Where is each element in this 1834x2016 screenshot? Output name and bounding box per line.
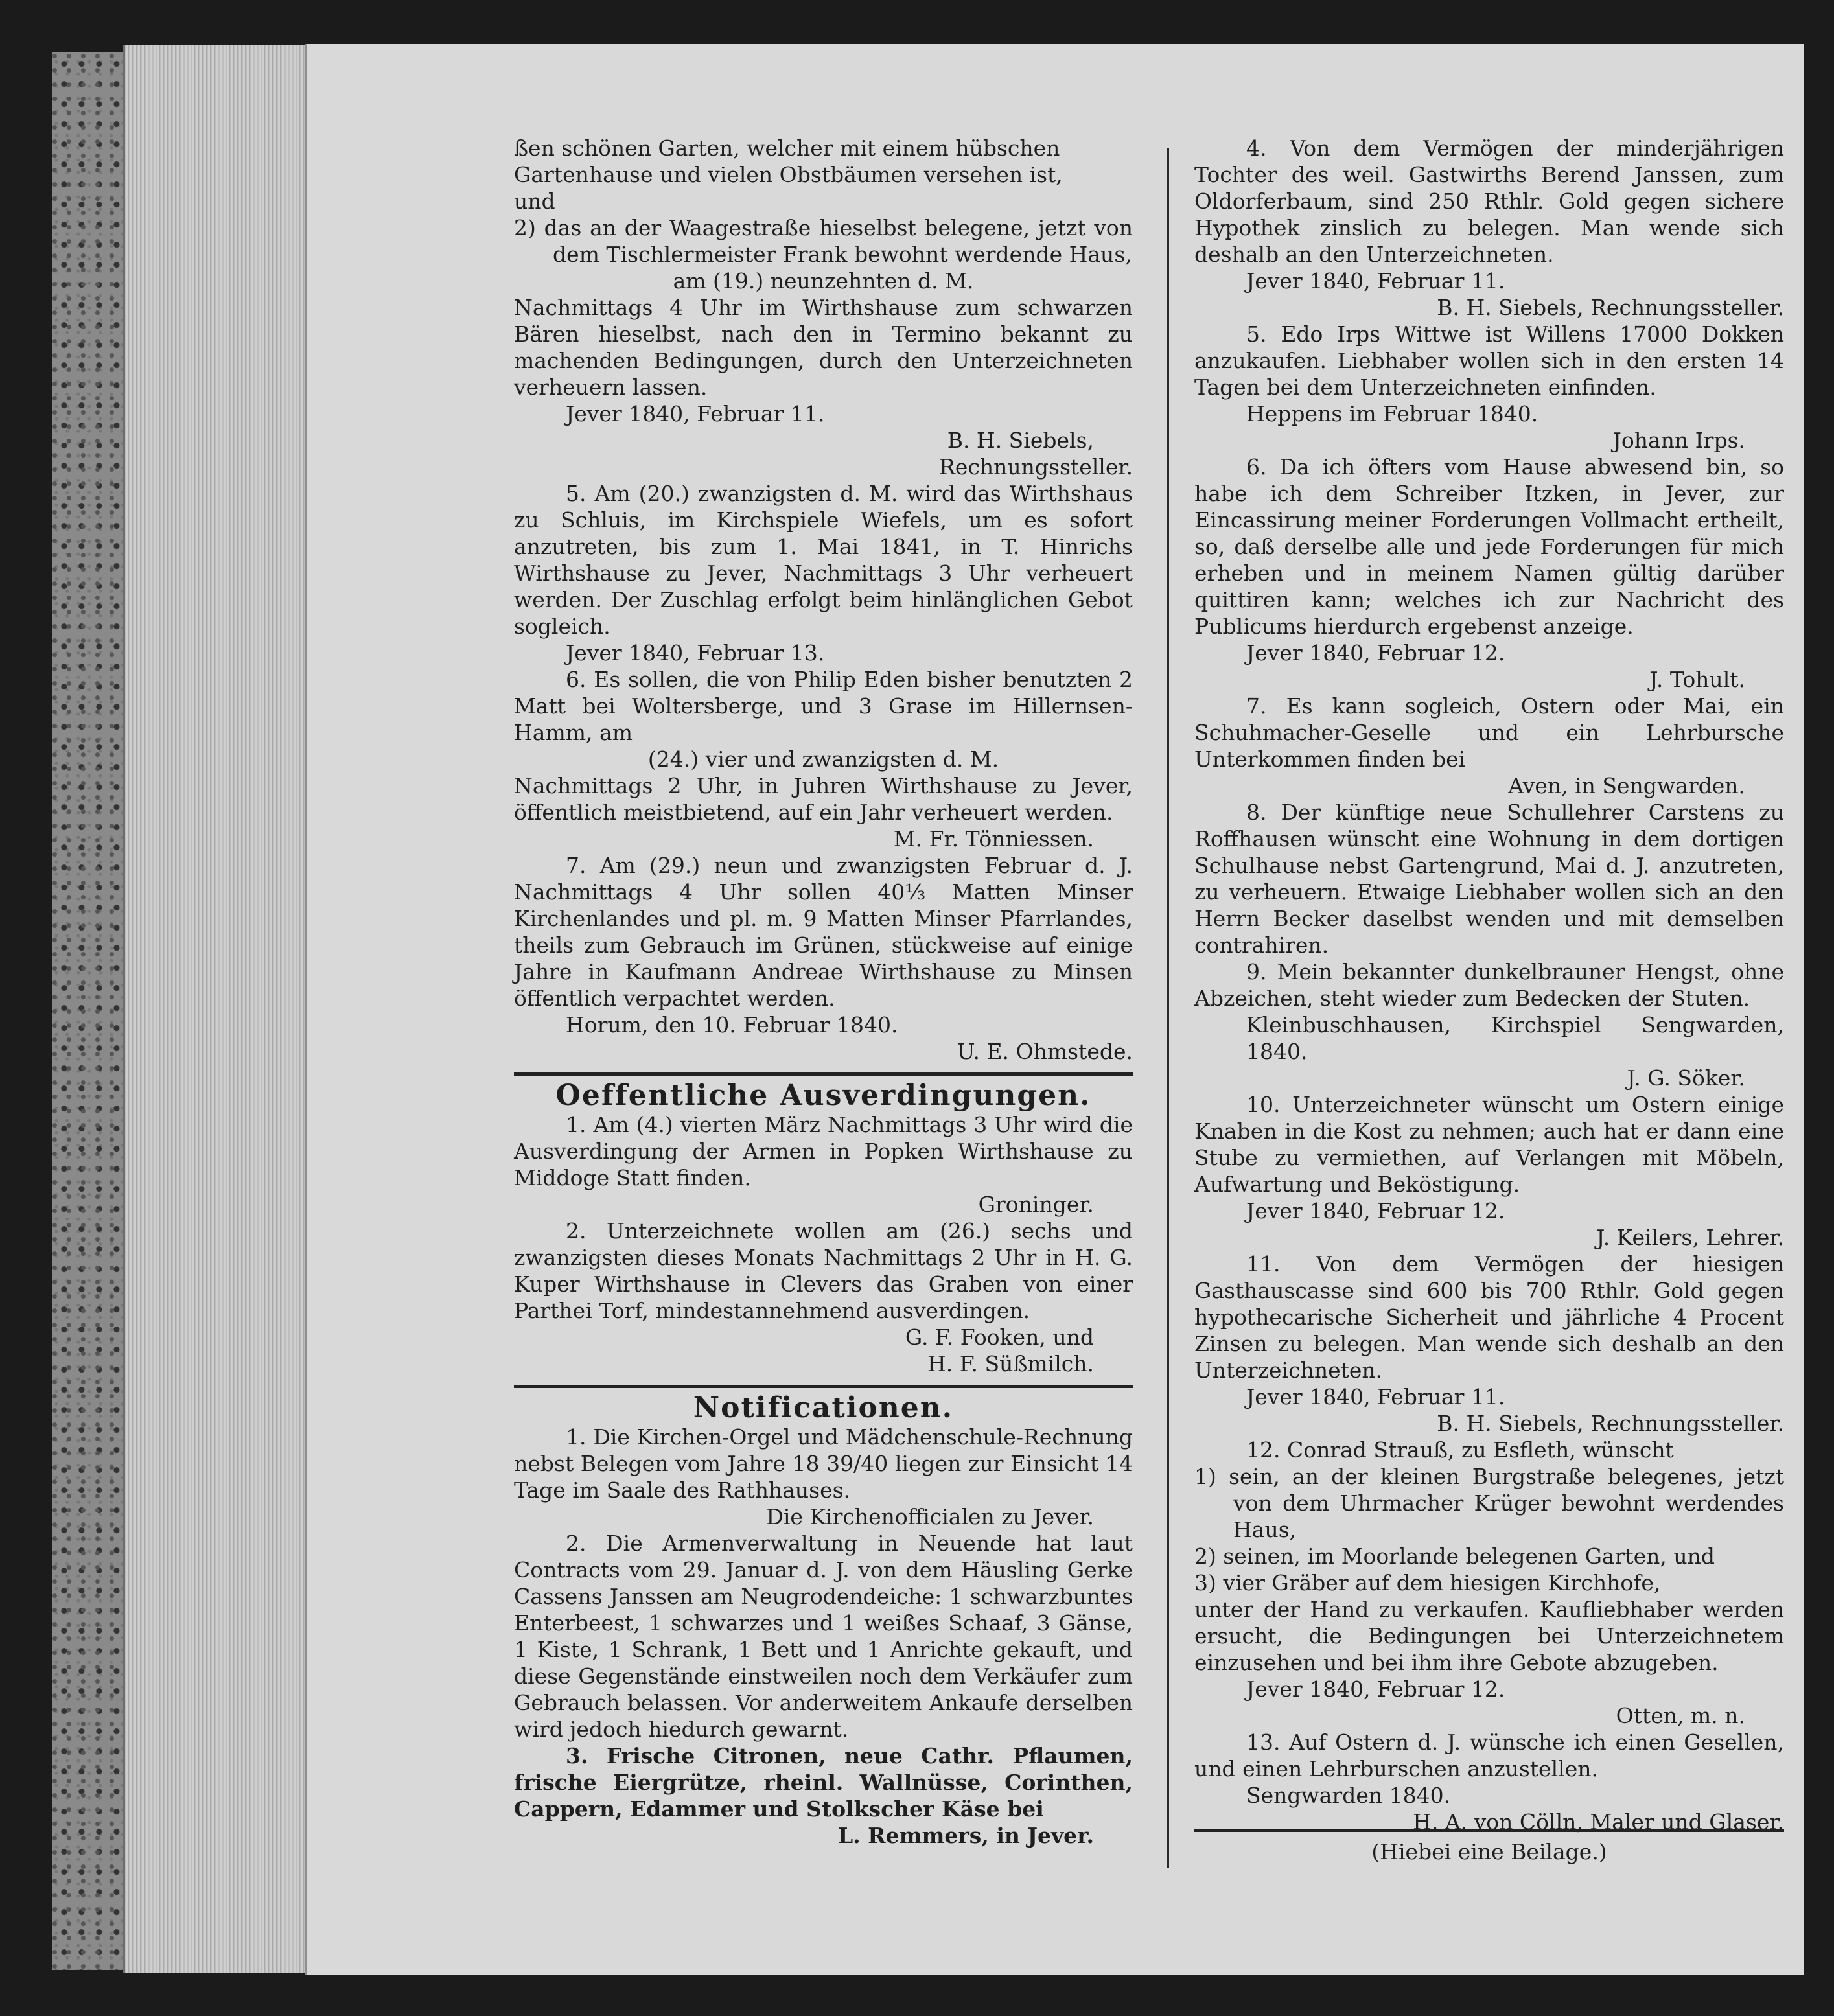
footer-rule <box>1194 1829 1784 1832</box>
auction-text: Nachmittags 4 Uhr im Wirthshause zum schwarzen Bären hieselbst, nach den in Termino bekannt zu machenden Bedingungen, durch den Unterzeichneten verheuern lassen. <box>514 295 1133 400</box>
date-10: Jever 1840, Februar 12. <box>1246 1198 1505 1223</box>
item-2-house: 2) das an der Waagestraße hieselbst belegene, jetzt von dem Tischlermeister Frank bewohnt werdende Haus, <box>514 215 1133 267</box>
book-binding <box>52 52 127 1970</box>
notice-10: 10. Unterzeichneter wünscht um Ostern einige Knaben in die Kost zu nehmen; auch hat er dann eine Stube zu vermiethen, auf Verlangen mit Möbeln, Aufwartung und Beköstigung. <box>1194 1092 1784 1197</box>
section-rule <box>514 1072 1133 1076</box>
signature-5-right: Johann Irps. <box>1612 428 1745 453</box>
notice-12-item-2: 2) seinen, im Moorlande belegenen Garten, und <box>1194 1544 1715 1569</box>
newspaper-page <box>305 44 1804 1975</box>
notification-3-signature: L. Remmers, in Jever. <box>837 1823 1094 1848</box>
notification-3: 3. Frische Citronen, neue Cathr. Pflaumen, frische Eiergrütze, rheinl. Wallnüsse, Corinthen, Cappern, Edammer und Stolkscher Käse bei <box>514 1743 1133 1822</box>
notice-9: 9. Mein bekannter dunkelbrauner Hengst, ohne Abzeichen, steht wieder zum Bedecken der Stuten. <box>1194 959 1784 1011</box>
signature-6-right: J. Tohult. <box>1649 667 1745 692</box>
ausverdingung-2-signature-b: H. F. Süßmilch. <box>927 1351 1094 1376</box>
signature-1a: B. H. Siebels, <box>947 428 1094 453</box>
notification-1: 1. Die Kirchen-Orgel und Mädchenschule-Rechnung nebst Belegen vom Jahre 18 39/40 liegen zur Einsicht 14 Tage im Saale des Rathhauses. <box>514 1424 1133 1503</box>
notification-1-signature: Die Kirchenofficialen zu Jever. <box>766 1504 1094 1529</box>
signature-13: H. A. von Cölln, Maler und Glaser. <box>1413 1809 1784 1835</box>
date-13: Sengwarden 1840. <box>1246 1783 1451 1808</box>
notice-5: 5. Am (20.) zwanzigsten d. M. wird das Wirthshaus zu Schluis, im Kirchspiele Wiefels, um es sofort anzutreten, bis zum 1. Mai 1841, in T. Hinrichs Wirthshause zu Jever, Nachmittags 3 Uhr verheuert werden. Der Zuschlag erfolgt beim hinlänglichen Gebot sogleich. <box>514 481 1133 639</box>
signature-12: Otten, m. n. <box>1616 1703 1745 1728</box>
notice-12: 12. Conrad Strauß, zu Esfleth, wünscht <box>1246 1437 1674 1463</box>
notice-12-item-1: 1) sein, an der kleinen Burgstraße belegenes, jetzt von dem Uhrmacher Krüger bewohnt werdendes Haus, <box>1194 1464 1784 1542</box>
left-column <box>514 135 1133 1849</box>
signature-1b: Rechnungssteller. <box>939 454 1133 480</box>
date-5: Jever 1840, Februar 13. <box>566 640 825 666</box>
signature-9: J. G. Söker. <box>1627 1065 1745 1091</box>
notice-11: 11. Von dem Vermögen der hiesigen Gasthauscasse sind 600 bis 700 Rthlr. Gold gegen hypothecarische Sicherheit und jährliche 4 Procent Zinsen zu belegen. Man wende sich deshalb an den Unterzeichneten. <box>1194 1251 1784 1383</box>
heading-notificationen: Notificationen. <box>693 1391 954 1424</box>
heading-ausverdingungen: Oeffentliche Ausverdingungen. <box>555 1079 1091 1112</box>
item-2-date: am (19.) neunzehnten d. M. <box>673 268 974 294</box>
date-5-right: Heppens im Februar 1840. <box>1246 401 1538 426</box>
signature-4: B. H. Siebels, Rechnungssteller. <box>1437 295 1784 320</box>
signature-7-right: Aven, in Sengwarden. <box>1508 773 1745 798</box>
page-edges <box>123 45 313 1973</box>
date-7: Horum, den 10. Februar 1840. <box>566 1012 898 1037</box>
column-divider <box>1167 148 1169 1868</box>
continuation-line-1: ßen schönen Garten, welcher mit einem hübschen <box>514 135 1060 161</box>
notice-8: 8. Der künftige neue Schullehrer Carstens zu Roffhausen wünscht eine Wohnung in dem dortigen Schulhause nebst Gartengrund, Mai d. J. anzutreten, zu verheuern. Etwaige Liebhaber wollen sich an den Herrn Becker daselbst wenden und mit demselben contrahiren. <box>1194 800 1784 958</box>
signature-11: B. H. Siebels, Rechnungssteller. <box>1437 1411 1784 1436</box>
notice-12-item-3: 3) vier Gräber auf dem hiesigen Kirchhofe, <box>1194 1570 1661 1595</box>
notice-6-date: (24.) vier und zwanzigsten d. M. <box>647 747 999 772</box>
supplement-note: (Hiebei eine Beilage.) <box>1371 1839 1607 1864</box>
ausverdingung-2: 2. Unterzeichnete wollen am (26.) sechs und zwanzigsten dieses Monats Nachmittags 2 Uhr in H. G. Kuper Wirthshause in Clevers das Graben von einer Parthei Torf, mindestannehmend ausverdingen. <box>514 1218 1133 1323</box>
right-column <box>1194 135 1784 1835</box>
date-1: Jever 1840, Februar 11. <box>566 401 825 426</box>
date-9: Kleinbuschhausen, Kirchspiel Sengwarden, 1840. <box>1246 1012 1784 1064</box>
continuation-line-2: Gartenhause und vielen Obstbäumen versehen ist, <box>514 162 1063 187</box>
notice-5-right: 5. Edo Irps Wittwe ist Willens 17000 Dokken anzukaufen. Liebhaber wollen sich in den ersten 14 Tagen bei dem Unterzeichneten einfinden. <box>1194 321 1784 400</box>
date-12: Jever 1840, Februar 12. <box>1246 1676 1505 1702</box>
signature-6: M. Fr. Tönniessen. <box>893 826 1094 852</box>
section-rule <box>514 1385 1133 1388</box>
continuation-line-3: und <box>514 189 555 214</box>
notice-6: 6. Es sollen, die von Philip Eden bisher benutzten 2 Matt bei Woltersberge, und 3 Grase im Hillernsen-Hamm, am <box>514 667 1133 745</box>
notice-12-rest: unter der Hand zu verkaufen. Kaufliebhaber werden ersucht, die Bedingungen bei Unterzeichnetem einzusehen und bei ihm ihre Gebote abzugeben. <box>1194 1597 1784 1675</box>
notice-13: 13. Auf Ostern d. J. wünsche ich einen Gesellen, und einen Lehrburschen anzustellen. <box>1194 1730 1784 1781</box>
notice-4: 4. Von dem Vermögen der minderjährigen Tochter des weil. Gastwirths Berend Janssen, zum Oldorferbaum, sind 250 Rthlr. Gold gegen sichere Hypothek zinslich zu belegen. Man wende sich deshalb an den Unterzeichneten. <box>1194 135 1784 267</box>
ausverdingung-1-signature: Groninger. <box>978 1192 1094 1217</box>
date-4: Jever 1840, Februar 11. <box>1246 268 1505 294</box>
signature-10: J. Keilers, Lehrer. <box>1596 1225 1784 1250</box>
date-11: Jever 1840, Februar 11. <box>1246 1384 1505 1409</box>
notice-6-right: 6. Da ich öfters vom Hause abwesend bin, so habe ich dem Schreiber Itzken, in Jever, zur Eincassirung meiner Forderungen Vollmacht ertheilt, so, daß derselbe alle und jede Forderungen für mich erheben und in meinem Namen gültig darüber quittiren kann; welches ich zur Nachricht des Publicums hierdurch ergebenst anzeige. <box>1194 454 1784 639</box>
signature-7: U. E. Ohmstede. <box>957 1039 1133 1064</box>
ausverdingung-2-signature-a: G. F. Fooken, und <box>905 1325 1094 1350</box>
notice-7: 7. Am (29.) neun und zwanzigsten Februar d. J. Nachmittags 4 Uhr sollen 40⅓ Matten Minser Kirchenlandes und pl. m. 9 Matten Minser Pfarrlandes, theils zum Gebrauch im Grünen, stückweise auf einige Jahre in Kaufmann Andreae Wirthshause zu Minsen öffentlich verpachtet werden. <box>514 853 1133 1011</box>
ausverdingung-1: 1. Am (4.) vierten März Nachmittags 3 Uhr wird die Ausverdingung der Armen in Popken Wirthshause zu Middoge Statt finden. <box>514 1112 1133 1190</box>
notification-2: 2. Die Armenverwaltung in Neuende hat laut Contracts vom 29. Januar d. J. von dem Häusling Gerke Cassens Janssen am Neugrodendeiche: 1 schwarzbuntes Enterbeest, 1 schwarzes und 1 weißes Schaaf, 3 Gänse, 1 Kiste, 1 Schrank, 1 Bett und 1 Anrichte gekauft, und diese Gegenstände einstweilen noch dem Verkäufer zum Gebrauch belassen. Vor anderweitem Ankaufe derselben wird jedoch hiedurch gewarnt. <box>514 1531 1133 1742</box>
notice-7-right: 7. Es kann sogleich, Ostern oder Mai, ein Schuhmacher-Geselle und ein Lehrbursche Unterkommen finden bei <box>1194 693 1784 772</box>
date-6-right: Jever 1840, Februar 12. <box>1246 640 1505 666</box>
notice-6-rest: Nachmittags 2 Uhr, in Juhren Wirthshause zu Jever, öffentlich meistbietend, auf ein Jahr verheuert werden. <box>514 773 1133 825</box>
